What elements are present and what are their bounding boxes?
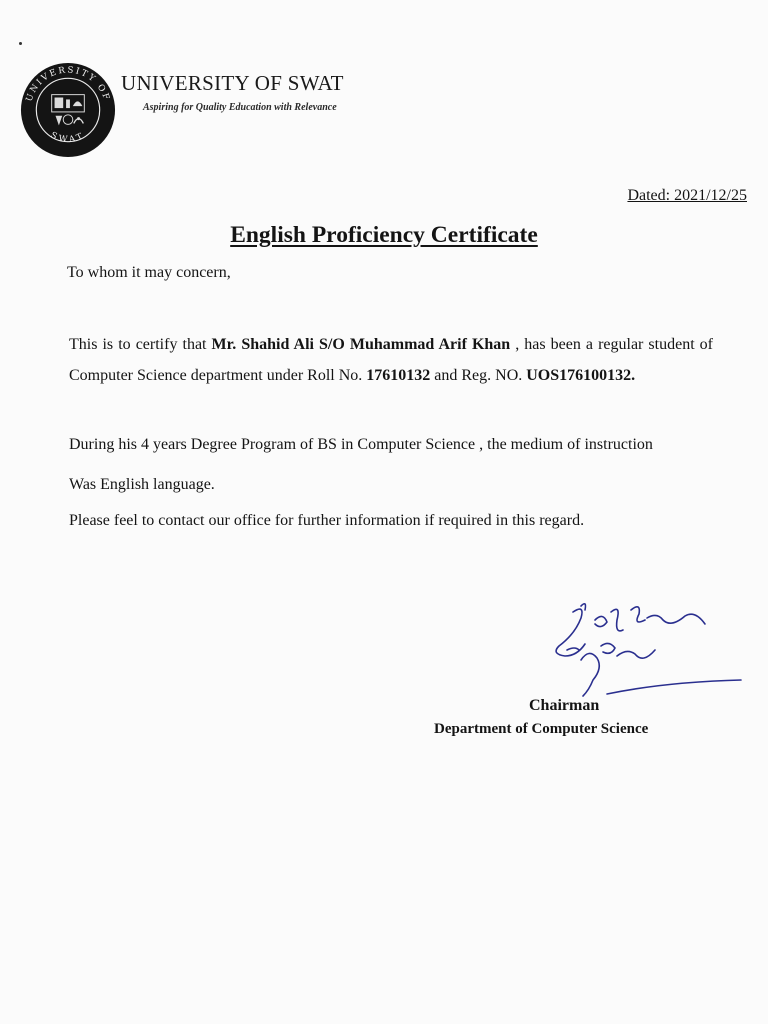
- scan-mark: [19, 42, 22, 45]
- p1-middle: , has been a regular student of Computer Science department under Roll No.: [69, 336, 714, 384]
- registration-number: UOS176100132.: [526, 367, 636, 384]
- svg-text:UNIVERSITY OF: UNIVERSITY OF: [24, 65, 112, 103]
- student-name: Mr. Shahid Ali S/O Muhammad Arif Khan: [211, 336, 511, 353]
- university-name: UNIVERSITY OF SWAT: [121, 71, 344, 95]
- university-seal-logo: [20, 62, 116, 158]
- p1-reg-label: and Reg. NO.: [430, 367, 527, 384]
- signatory-department: Department of Computer Science: [434, 721, 649, 737]
- signatory-title: Chairman: [529, 697, 600, 714]
- date-line: Dated: 2021/12/25: [627, 187, 747, 204]
- roll-number: 17610132: [366, 367, 431, 384]
- medium-line-2: Was English language.: [69, 476, 215, 493]
- certificate-title: English Proficiency Certificate: [230, 222, 538, 248]
- contact-paragraph: Please feel to contact our office for further information if required in this regard.: [69, 512, 585, 529]
- p1-prefix: This is to certify that: [69, 336, 212, 353]
- university-motto: Aspiring for Quality Education with Relevance: [143, 102, 337, 113]
- medium-paragraph: [69, 425, 713, 505]
- medium-line-1: During his 4 years Degree Program of BS in Computer Science , the medium of instruction: [69, 436, 653, 453]
- salutation: To whom it may concern,: [67, 264, 231, 281]
- chairman-signature-icon: [545, 590, 745, 700]
- certify-paragraph: [69, 329, 713, 391]
- svg-text:SWAT: SWAT: [48, 130, 88, 146]
